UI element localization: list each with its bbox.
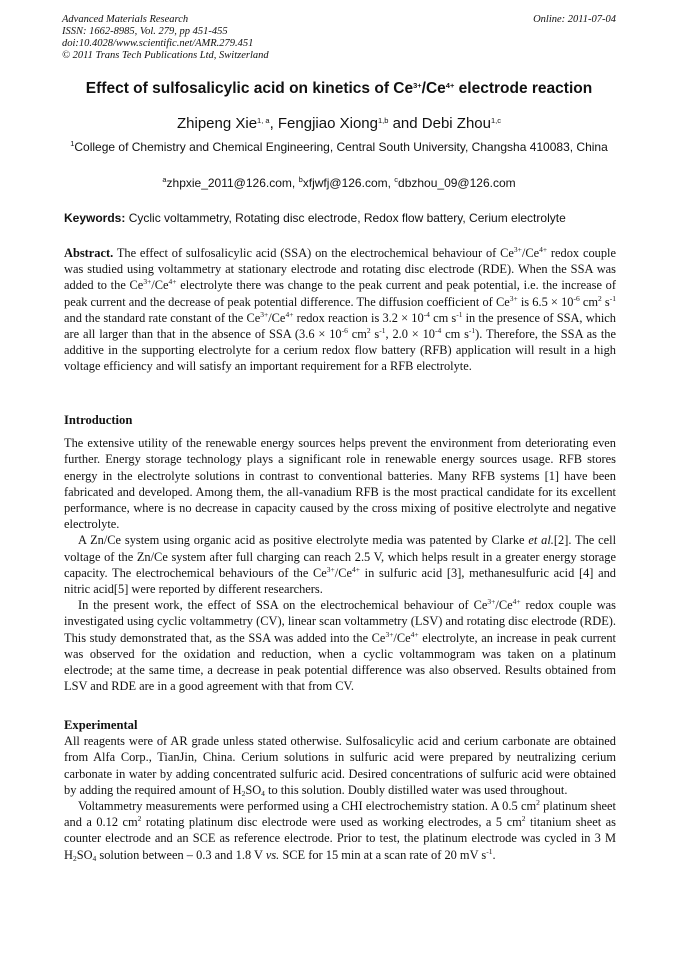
abstract: Abstract. The effect of sulfosalicylic acid (SSA) on the electrochemical behaviour of $Ce^{3+}/Ce^{4+}$ redox couple was studied using voltammetry at stationary electrode and rotating disc electrode (RDE). When the SSA was added to the $Ce^{3+}/Ce^{4+}$ electrolyte there was change to the peak current and peak potential, i.e. the increase of peak current and the decrease of peak potential difference. The diffusion coefficient of $Ce^{3+}$ is $6.5 \times 10^{-6}$ $cm^2$ $s^{-1}$ and the standard rate constant of the $Ce^{3+}/Ce^{4+}$ redox reaction is $3.2 \times 10^{-4}$ cm $s^{-1}$ in the presence of SSA, which are all larger than that in the absence of SSA ($3.6 \times 10^{-6}$ $cm^2$ $s^{-1}$, $2.0 \times 10^{-4}$ cm $s^{-1}$). Therefore, the SSA as the additive in the supporting electrolyte for a cerium redox flow battery (RFB) application will result in a high voltage efficiency and will satisfy an important requirement for a RFB electrolyte. [64,245,616,374]
abstract-label: Abstract. [64,246,114,260]
doi-line: doi:10.4028/www.scientific.net/AMR.279.451 [62,38,254,49]
intro-paragraph-2: A Zn/Ce system using organic acid as positive electrolyte media was patented by Clarke et al.[2]. The cell voltage of the Zn/Ce system after full charging can reach 2.5 V, which helps result in a greater energy storage capacity. The electrochemical behaviours of the $Ce^{3+}/Ce^{4+}$ in sulfuric acid [3], methanesulfuric acid [4] and nitric acid[5] were reported by different researchers. [64,533,617,597]
affiliation: $^1$College of Chemistry and Chemical Engineering, Central South University, Changsha 410083, China [70,139,608,154]
author-list: Zhipeng Xie$^{1, a}$, Fengjiao Xiong$^{1,b}$ and Debi Zhou$^{1,c}$ [176,115,501,132]
author-emails: $^a$zhpxie_2011@126.com, $^b$xfjwfj@126.com, $^c$dbzhou_09@126.com [162,175,516,190]
intro-paragraph-3: In the present work, the effect of SSA on the electrochemical behaviour of $Ce^{3+}/Ce^{4+}$ redox couple was investigated using cyclic voltammetry (CV), linear scan voltammetry (LSV) and rotating disc electrode (RDE). This study demonstrated that, as the SSA was added into the $Ce^{3+}/Ce^{4+}$ electrolyte, an increase in peak current was observed for the oxidation and reduction, when a cyclic voltammogram was taken on a platinum electrode; at the same time, a decrease in peak potential difference was also observed. Results obtained from LSV and RDE are in a good agreement with that from CV. [64,597,616,694]
intro-paragraph-1: The extensive utility of the renewable energy sources helps prevent the environment from deteriorating even further. Energy storage technology plays a significant role in renewable energy sources usage. RFB stores energy in the electrolyte solutions in contrast to conventional batteries. Many RFB systems [1] have been fabricated and developed. Among them, the all-vanadium RFB is the most practical candidate for its excellent performance, where is no decrease in capacity caused by the cross mixing of positive electrolyte and negative electrolyte. [64,436,616,532]
journal-name: Advanced Materials Research [62,14,189,25]
keywords: Keywords: Cyclic voltammetry, Rotating disc electrode, Redox flow battery, Cerium electrolyte [64,211,566,225]
introduction-heading: Introduction [64,413,133,427]
keywords-label: Keywords: [64,211,126,225]
copyright-line: © 2011 Trans Tech Publications Ltd, Switzerland [62,50,269,61]
online-date: Online: 2011-07-04 [533,14,616,25]
issn-line: ISSN: 1662-8985, Vol. 279, pp 451-455 [62,26,228,37]
exp-paragraph-1: All reagents were of AR grade unless stated otherwise. Sulfosalicylic acid and cerium carbonate are obtained from Alfa Corp., TianJin, China. Cerium solutions in sulfuric acid were prepared by neutralizing cerium carbonate in water by adding concentrated sulfuric acid. Desired concentrations of sulfuric acid were obtained by adding the required amount of $H_2SO_4$ to this solution. Doubly distilled water was used throughout. [64,734,616,798]
experimental-section [64,717,616,863]
paper-title: Effect of sulfosalicylic acid on kinetics of $Ce^{3+}/Ce^{4+}$ electrode reaction [85,80,593,97]
journal-header [62,14,616,62]
exp-paragraph-2: Voltammetry measurements were performed using a CHI electrochemistry station. A 0.5 $cm^2$ platinum sheet and a 0.12 $cm^2$ rotating platinum disc electrode were used as working electrodes, a 5 $cm^2$ titanium sheet as counter electrode and an SCE as reference electrode. Prior to test, the platinum electrode was cycled in 3 M $H_2SO_4$ solution between – 0.3 and 1.8 V vs. SCE for 15 min at a scan rate of 20 mV $s^{-1}$. [64,798,616,863]
experimental-heading: Experimental [64,718,138,732]
introduction-section [64,412,616,694]
